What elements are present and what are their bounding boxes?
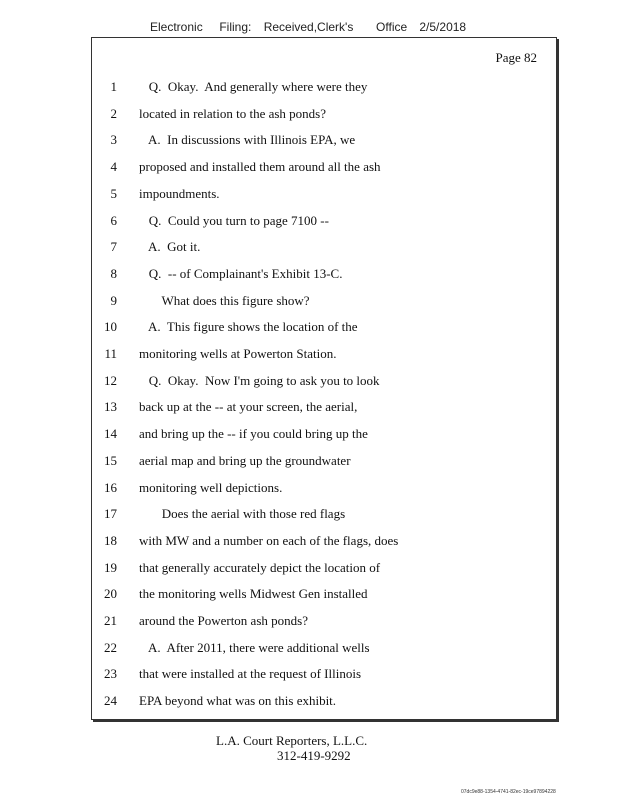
line-number: 10 [104, 319, 117, 335]
line-number: 6 [110, 212, 117, 228]
line-number: 20 [104, 586, 117, 602]
transcript-line [92, 208, 556, 234]
line-number: 19 [104, 559, 117, 575]
line-number: 7 [110, 239, 117, 255]
line-text: proposed and installed them around all the ash [139, 159, 381, 175]
line-number: 9 [110, 292, 117, 308]
line-text: A. Got it. [139, 239, 201, 255]
page-number: Page 82 [495, 50, 537, 65]
transcript-line [92, 154, 556, 180]
line-number: 15 [104, 452, 117, 468]
line-text: monitoring well depictions. [139, 479, 283, 495]
line-number: 12 [104, 372, 117, 388]
transcript-line [92, 581, 556, 607]
transcript-line [92, 288, 556, 314]
transcript-line [92, 448, 556, 474]
line-text: aerial map and bring up the groundwater [139, 452, 351, 468]
line-number: 23 [104, 666, 117, 682]
line-number: 21 [104, 613, 117, 628]
line-number: 24 [104, 693, 117, 709]
line-text: Q. Okay. Now I'm going to ask you to look [139, 372, 380, 388]
line-text: located in relation to the ash ponds? [139, 105, 327, 121]
transcript-line [92, 608, 556, 634]
line-text: and bring up the -- if you could bring up the [139, 426, 368, 442]
line-text: Q. Okay. And generally where were they [139, 79, 368, 94]
line-text: EPA beyond what was on this exhibit. [139, 693, 337, 709]
transcript-line [92, 475, 556, 501]
line-number: 5 [110, 185, 117, 201]
transcript-line [92, 181, 556, 207]
reporter-company: L.A. Court Reporters, L.L.C. [216, 733, 368, 748]
transcript-line [92, 234, 556, 260]
filing-header [150, 20, 466, 34]
line-text: that generally accurately depict the location of [139, 559, 381, 575]
transcript-line [92, 341, 556, 367]
line-text: the monitoring wells Midwest Gen installed [139, 586, 368, 602]
line-number: 14 [104, 426, 117, 442]
line-number: 22 [104, 639, 117, 655]
transcript-line [92, 555, 556, 581]
transcript-line [92, 661, 556, 687]
transcript-line [92, 394, 556, 420]
transcript-line [92, 688, 556, 714]
reporter-phone: 312-419-9292 [277, 748, 351, 763]
transcript-line [92, 368, 556, 394]
filing-word-office: Office [376, 20, 408, 34]
line-number: 11 [104, 346, 117, 361]
line-text: Does the aerial with those red flags [139, 506, 346, 522]
line-text: that were installed at the request of Illinois [139, 666, 362, 682]
transcript-line [92, 501, 556, 527]
transcript-line [92, 314, 556, 340]
transcript-line [92, 101, 556, 127]
filing-word-received: Received,Clerk's [263, 20, 354, 34]
document-id: 07dc9e88-1354-4741-82ec-19ce97894228 [461, 789, 556, 795]
transcript-line [92, 261, 556, 287]
line-text: back up at the -- at your screen, the aerial, [139, 399, 358, 415]
line-text: Q. Could you turn to page 7100 -- [139, 212, 329, 228]
line-text: A. In discussions with Illinois EPA, we [139, 132, 356, 148]
transcript-line [92, 127, 556, 153]
line-text: around the Powerton ash ponds? [139, 613, 308, 628]
filing-word-electronic: Electronic [150, 20, 203, 34]
transcript-page [91, 37, 557, 720]
line-number: 17 [104, 506, 117, 522]
line-number: 8 [110, 265, 117, 281]
line-text: A. This figure shows the location of the [139, 319, 358, 335]
line-text: impoundments. [139, 185, 220, 201]
line-text: monitoring wells at Powerton Station. [139, 346, 337, 361]
line-text: A. After 2011, there were additional wells [139, 639, 370, 655]
filing-word-filing: Filing: [219, 20, 252, 34]
transcript-line [92, 528, 556, 554]
transcript-line [92, 74, 556, 100]
transcript-line [92, 635, 556, 661]
line-number: 18 [104, 532, 117, 548]
line-number: 3 [110, 132, 117, 148]
line-text: Q. -- of Complainant's Exhibit 13-C. [139, 265, 343, 281]
line-number: 1 [110, 79, 117, 94]
line-number: 2 [110, 105, 117, 121]
line-text: What does this figure show? [139, 292, 310, 308]
line-number: 16 [104, 479, 117, 495]
line-number: 13 [104, 399, 117, 415]
line-text: with MW and a number on each of the flags, does [139, 532, 399, 548]
transcript-line [92, 421, 556, 447]
line-number: 4 [110, 159, 117, 175]
filing-date: 2/5/2018 [419, 20, 467, 34]
